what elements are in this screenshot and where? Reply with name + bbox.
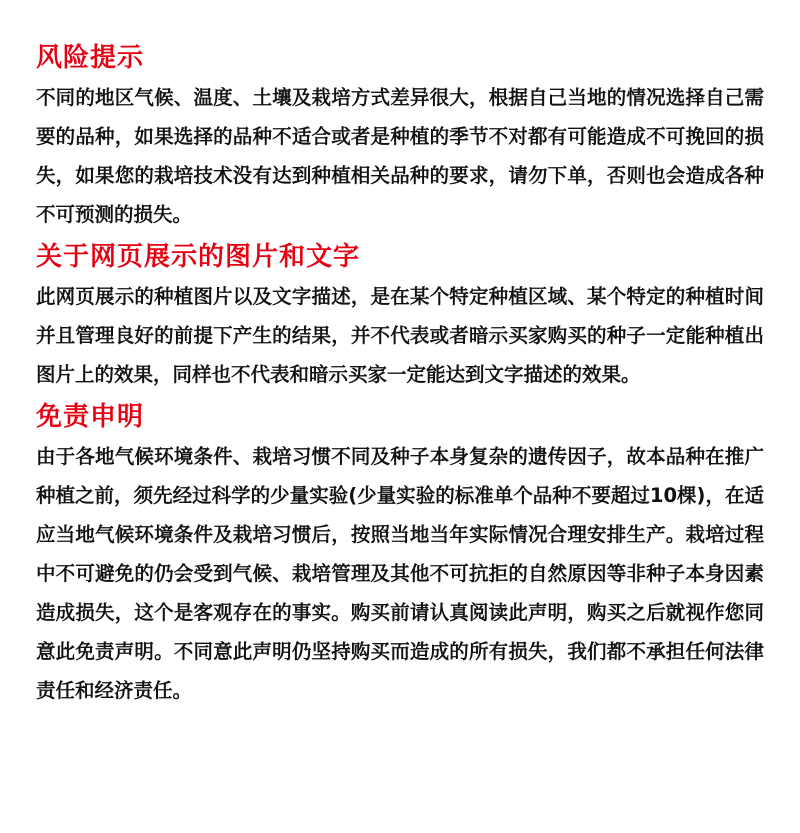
image-text-body: 此网页展示的种植图片以及文字描述，是在某个特定种植区域、某个特定的种植时间并且管理良好的前提下产生的结果，并不代表或者暗示买家购买的种子一定能种植出图片上的效果，同样也不代表和暗示买家一定能达到文字描述的效果。 <box>36 285 764 386</box>
risk-body: 不同的地区气候、温度、土壤及栽培方式差异很大，根据自己当地的情况选择自己需要的品种，如果选择的品种不适合或者是种植的季节不对都有可能造成不可挽回的损失，如果您的栽培技术没有达到种植相关品种的要求，请勿下单，否则也会造成各种不可预测的损失。 <box>36 86 764 226</box>
disclaimer-body: 由于各地气候环境条件、栽培习惯不同及种子本身复杂的遗传因子，故本品种在推广种植之前，须先经过科学的少量实验(少量实验的标准单个品种不要超过10棵)，在适应当地气候环境条件及栽培习惯后，按照当地当年实际情况合理安排生产。栽培过程中不可避免的仍会受到气候、栽培管理及其他不可抗拒的自然原因等非种子本身因素造成损失，这个是客观存在的事实。购买前请认真阅读此声明，购买之后就视作您同意此免责声明。不同意此声明仍坚持购买而造成的所有损失，我们都不承担任何法律责任和经济责任。 <box>36 445 764 702</box>
risk-title: 风险提示 <box>36 43 145 73</box>
image-text-section <box>36 237 764 394</box>
risk-section <box>36 38 764 234</box>
disclaimer-section <box>36 397 764 710</box>
image-text-title: 关于网页展示的图片和文字 <box>36 242 361 272</box>
disclaimer-title: 免责申明 <box>36 402 145 432</box>
